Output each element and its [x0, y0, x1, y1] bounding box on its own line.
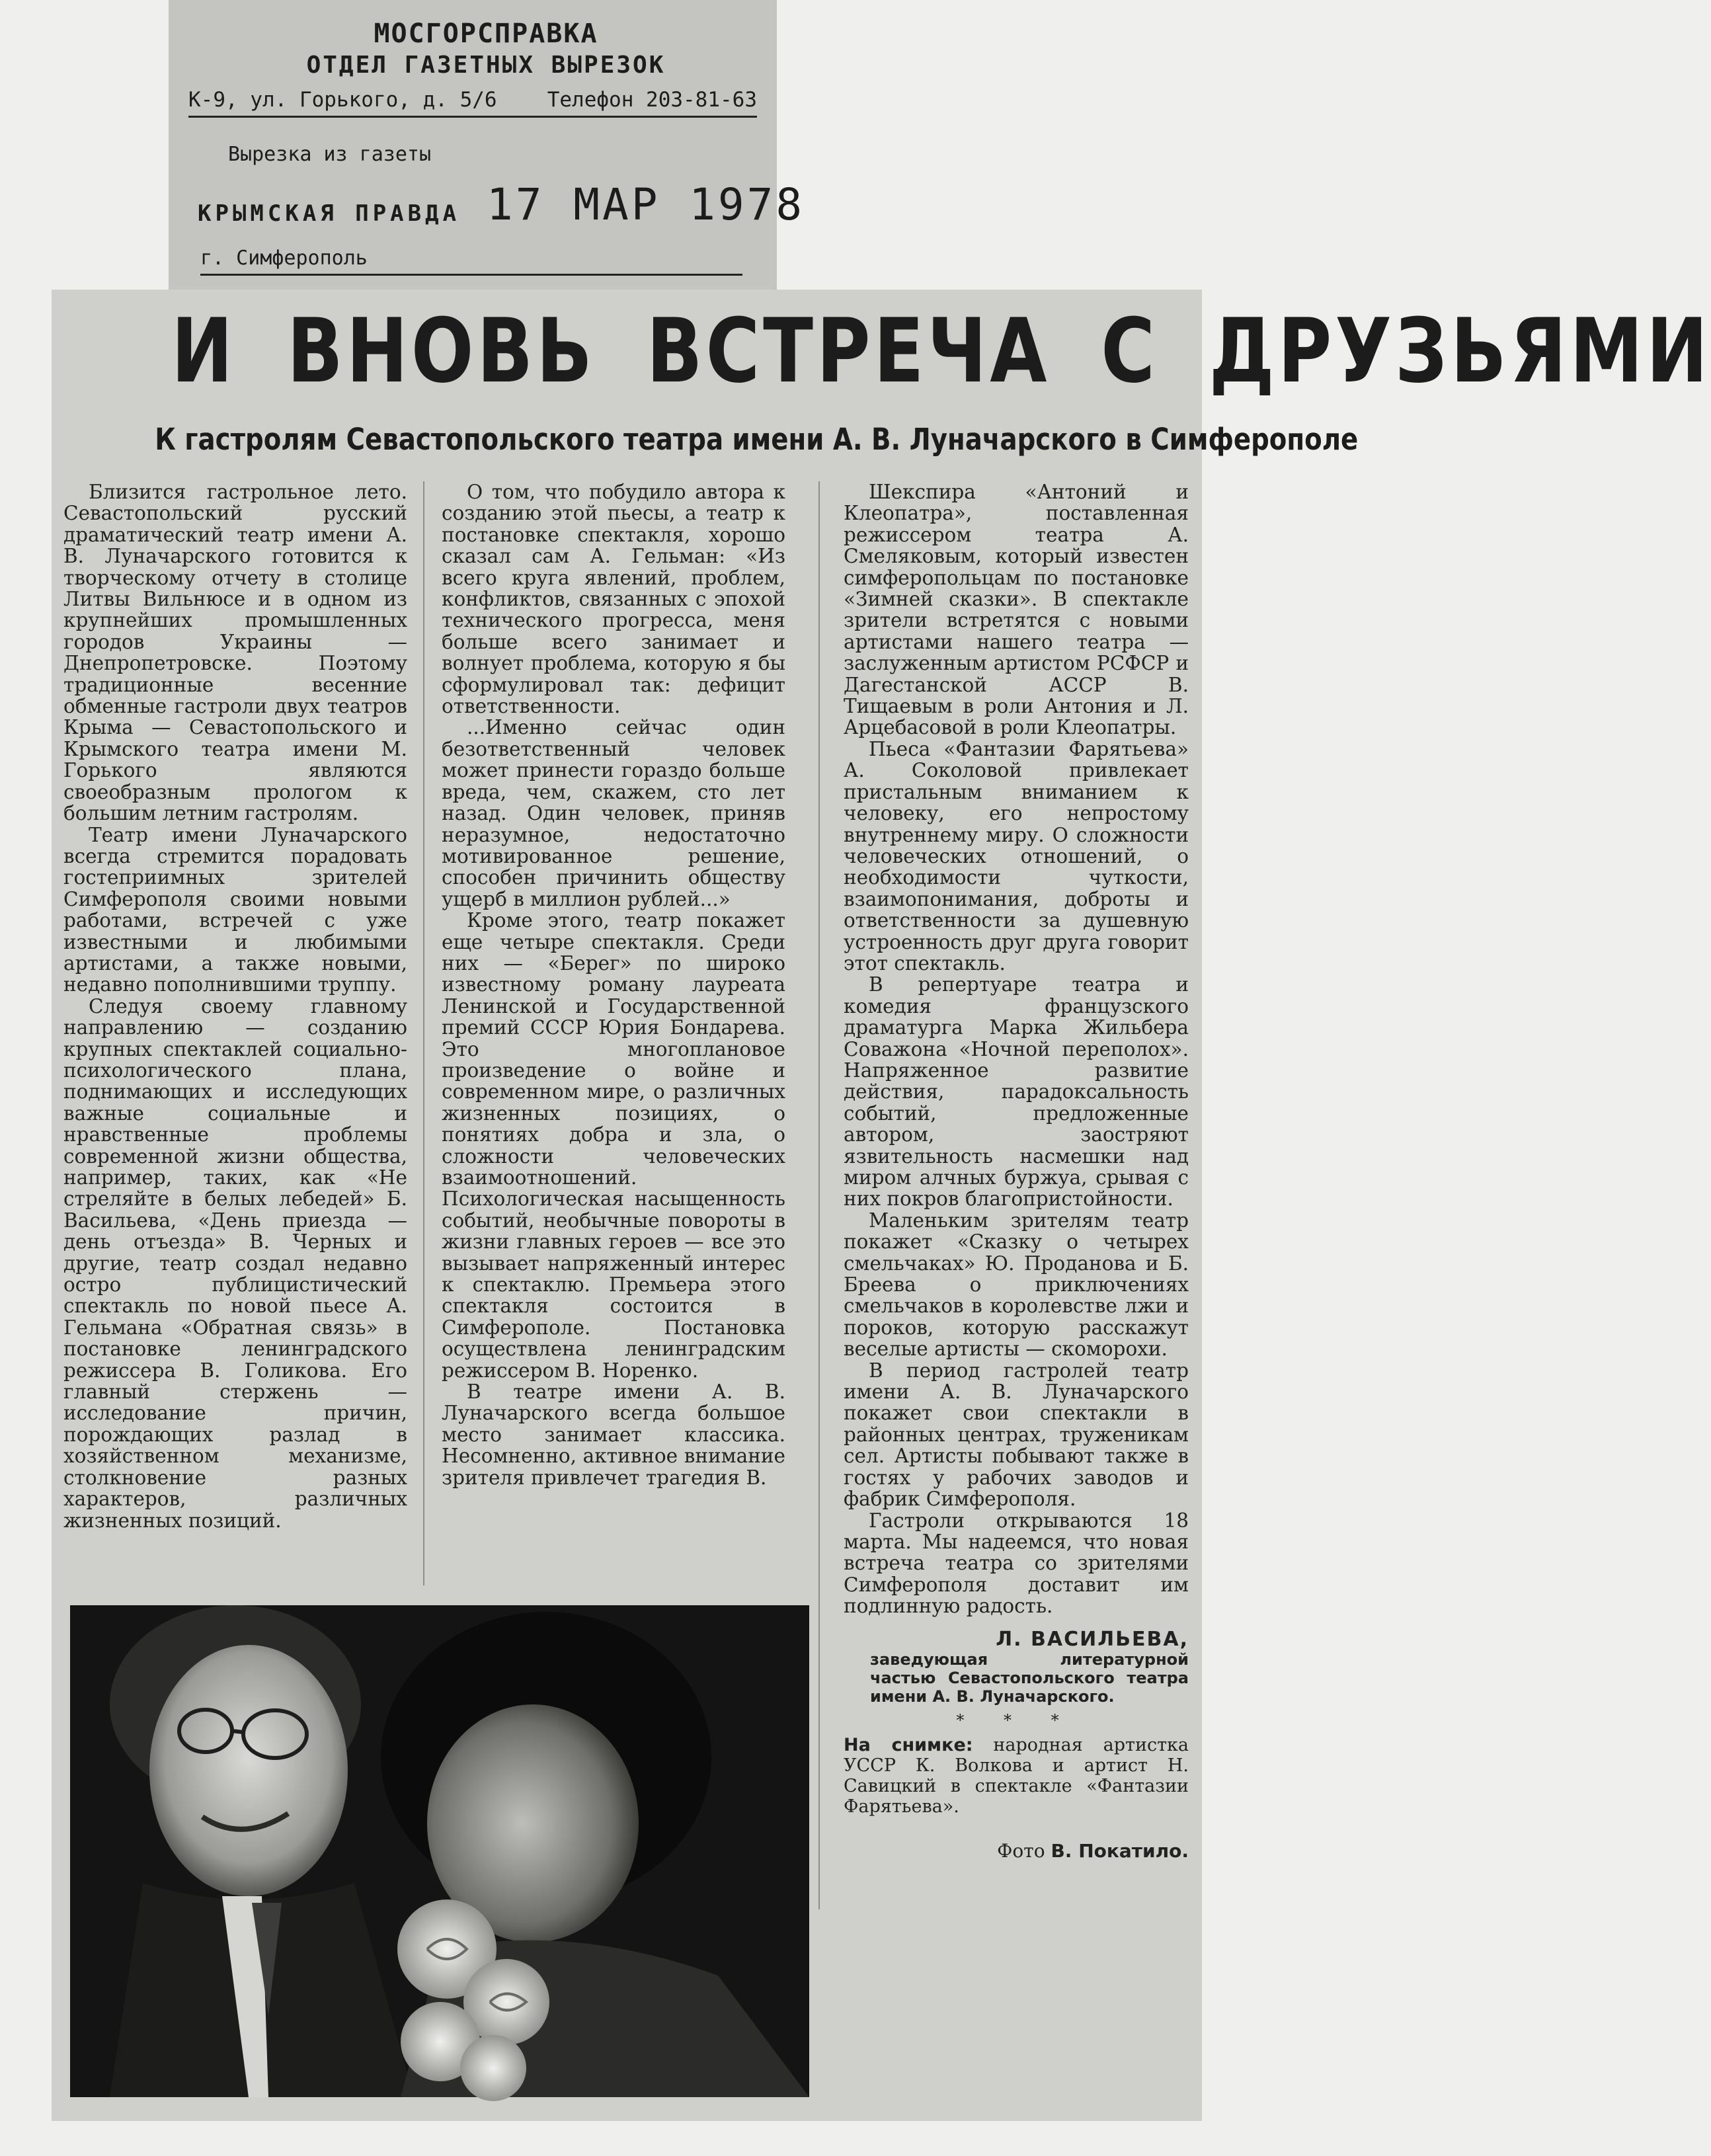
stamp-organization: МОСГОРСПРАВКА [374, 19, 598, 49]
headline: И ВНОВЬ ВСТРЕЧА С ДРУЗЬЯМИ [171, 299, 1711, 403]
paragraph: ...Именно сейчас один безответственный человек может принести гораздо больше вреда, чем, скажем, сто лет назад. Один человек, приняв неразумное, недостаточно мотивированное решение, способен причинить обществу ущерб в миллион рублей...» [442, 716, 785, 910]
stamp-paper-row [188, 179, 805, 230]
photo-credit-author: В. Покатило. [1051, 1840, 1189, 1862]
stamp-newspaper: КРЫМСКАЯ ПРАВДА [198, 200, 461, 227]
column-rule [423, 481, 424, 1585]
caption-lead: На снимке: [844, 1735, 973, 1756]
paragraph: В период гастролей театр имени А. В. Луначарского покажет свои спектакли в районных центрах, труженикам сел. Артисты побывают также в гостях у рабочих заводов и фабрик Симферополя. [844, 1359, 1189, 1511]
paragraph: Близится гастрольное лето. Севастопольский русский драматический театр имени А. В. Луначарского готовится к творческому отчету в столице Литвы Вильнюсе и в одном из крупнейших промышленных городов Украины — Днепропетровске. Поэтому традиционные весенние обменные гастроли двух театров Крыма — Севастопольского и Крымского театра имени М. Горького являются своеобразным прологом к большим летним гастролям. [63, 481, 407, 825]
separator-stars: * * * [956, 1710, 1076, 1730]
stamp-date: 17 МАР 1978 [487, 179, 805, 230]
paragraph: О том, что побудило автора к созданию этой пьесы, а театр к постановке спектакля, хорошо сказал сам А. Гельман: «Из всего круга явлений, проблем, конфликтов, связанных с эпохой технического прогресса, меня больше всего занимает и волнует проблема, которую я бы сформулировал так: дефицит ответственности. [442, 481, 785, 718]
author-title: заведующая литературной частью Севастопольского театра имени А. В. Луначарского. [870, 1650, 1189, 1706]
article-column-3 [844, 481, 1189, 1909]
paragraph: Театр имени Луначарского всегда стремится порадовать гостеприимных зрителей Симферополя своими новыми работами, встречей с уже известными и любимыми артистами, а также новыми, недавно пополнившими труппу. [63, 823, 407, 996]
paragraph: Кроме этого, театр покажет еще четыре спектакля. Среди них — «Берег» по широко известному роману лауреата Ленинской и Государственной премий СССР Юрия Бондарева. Это многоплановое произведение о войне и современном мире, о различных жизненных позициях, о понятиях добра и зла, о сложности человеческих взаимоотношений. Психологическая насыщенность событий, необычные повороты в жизни главных героев — все это вызывает напряженный интерес к спектаклю. Премьера этого спектакля состоится в Симферополе. Постановка осуществлена ленинградским режиссером В. Норенко. [442, 909, 785, 1382]
paragraph: В репертуаре театра и комедия французского драматурга Марка Жильбера Соважона «Ночной переполох». Напряженное развитие действия, парадоксальность событий, предложенные автором, заостряют язвительность насмешки над миром алчных буржуа, срывая с них покров благопристойности. [844, 973, 1189, 1211]
author-signature [844, 1629, 1189, 1706]
paragraph: Следуя своему главному направлению — созданию крупных спектаклей социально-психологического плана, поднимающих и исследующих важные социальные и нравственные проблемы современной жизни общества, например, таких, как «Не стреляйте в белых лебедей» Б. Васильева, «День приезда — день отъезда» В. Черных и другие, театр создал недавно остро публицистический спектакль по новой пьесе А. Гельмана «Обратная связь» в постановке ленинградского режиссера В. Голикова. Его главный стержень — исследование причин, порождающих разлад в хозяйственном механизме, столкновение разных характеров, различных жизненных позиций. [63, 994, 407, 1532]
stamp-city: г. Симферополь [200, 247, 742, 276]
newspaper-clipping [52, 290, 1711, 2121]
subheadline: К гастролям Севастопольского театра имени А. В. Луначарского в Симферополе [155, 422, 1359, 457]
paragraph: Маленьким зрителям театр покажет «Сказку о четырех смельчаках» Ю. Проданова и Б. Бреева о приключениях смельчаков в королевстве лжи и пороков, которую расскажут веселые артисты — скоморохи. [844, 1209, 1189, 1361]
photo-credit-label: Фото [997, 1840, 1045, 1862]
stamp-address-row [188, 88, 757, 118]
paragraph: Шекспира «Антоний и Клеопатра», поставленная режиссером театра А. Смеляковым, который известен симферопольцам по постановке «Зимней сказки». В спектакле зрители встретятся с новыми артистами нашего театра — заслуженным артистом РСФСР и Дагестанской АССР В. Тищаевым в роли Антония и Л. Арцебасовой в роли Клеопатры. [844, 481, 1189, 739]
photo-illustration [70, 1605, 809, 2097]
archive-stamp [169, 0, 805, 291]
caption-text: народная артистка УССР К. Волкова и артист Н. Савицкий в спектакле «Фантазии Фарятьева». [844, 1735, 1189, 1817]
column-rule [818, 481, 820, 1909]
stamp-phone: Телефон 203-81-63 [547, 88, 757, 112]
author-name: Л. ВАСИЛЬЕВА, [996, 1627, 1189, 1651]
photo-caption [844, 1735, 1189, 1817]
article-column-1 [63, 481, 407, 1585]
stamp-department: ОТДЕЛ ГАЗЕТНЫХ ВЫРЕЗОК [306, 52, 666, 79]
paragraph: Пьеса «Фантазии Фарятьева» А. Соколовой привлекает пристальным вниманием к человеку, его непростому внутреннему миру. О сложности человеческих отношений, о необходимости чуткости, взаимопонимания, доброты и ответственности за душевную устроенность друг друга говорит этот спектакль. [844, 737, 1189, 975]
article-column-2 [442, 481, 785, 1585]
photo-credit [844, 1841, 1189, 1862]
paragraph: В театре имени А. В. Луначарского всегда большое место занимает классика. Несомненно, активное внимание зрителя привлечет трагедия В. [442, 1380, 785, 1489]
stamp-clip-label: Вырезка из газеты [228, 143, 432, 166]
paragraph: Гастроли открываются 18 марта. Мы надеемся, что новая встреча театра со зрителями Симферополя доставит им подлинную радость. [844, 1509, 1189, 1618]
article-photo [70, 1605, 809, 2097]
stamp-address: К-9, ул. Горького, д. 5/6 [188, 88, 497, 112]
